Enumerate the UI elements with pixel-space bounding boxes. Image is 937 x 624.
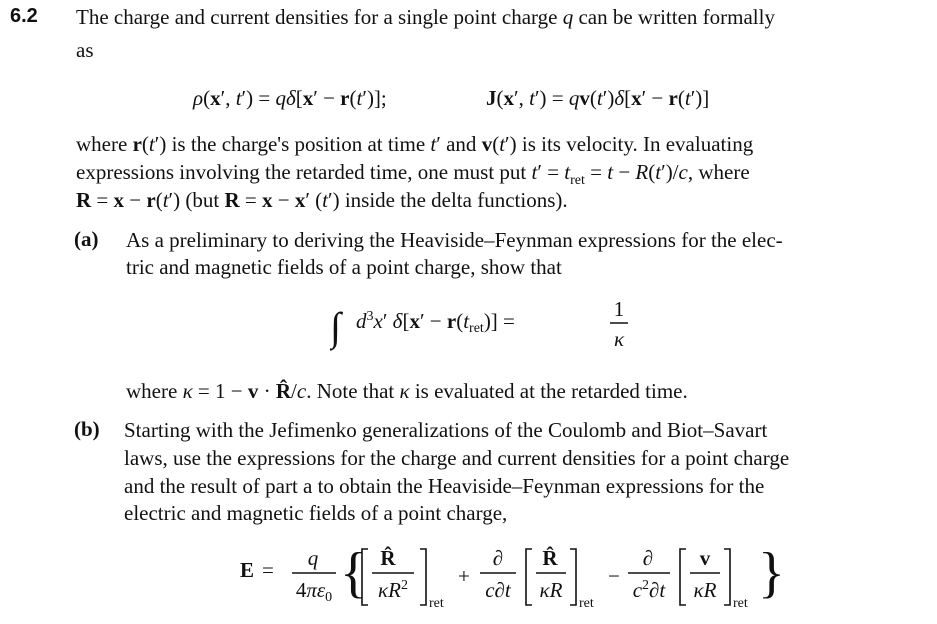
charge-density-equation: ρ(x′, t′) = qδ[x′ − r(t′)]; [193, 86, 387, 110]
para-line-1: where r(t′) is the charge's position at time t′ and v(t′) is its velocity. In evaluating [76, 132, 754, 156]
svg-text:{: { [340, 542, 367, 604]
svg-text:κR2: $\kappa R^2$ [378, 578, 408, 602]
part-a-where: where κ = 1 − v · R̂/c. Note that κ is evaluated at the retarded time. [126, 379, 688, 403]
svg-text:R̂: R̂ [380, 546, 396, 570]
svg-text:ret: ret [429, 596, 444, 611]
para-line-2: expressions involving the retarded time, one must put $t' = t_{ret} = t - R(t')/c$, where [76, 160, 750, 189]
intro-line-1: The charge and current densities for a single point charge q can be written formally [76, 5, 775, 29]
part-b-line-4: electric and magnetic fields of a point charge, [124, 501, 508, 525]
svg-text:d3x′ δ[x′ − r(tret)] =: $d^3x'$ δ[x′ − r(tret)] = [356, 309, 515, 336]
part-b-line-1: Starting with the Jefimenko generalizations of the Coulomb and Biot–Savart [124, 418, 768, 442]
svg-text:κR: κR [693, 578, 717, 602]
svg-text:}: } [758, 542, 785, 604]
svg-text:ret: ret [733, 596, 748, 611]
svg-text:4πε0: 4πε0 [295, 578, 333, 605]
para-line-3: R = x − r(t′) (but R = x − x′ (t′) inside the delta functions). [76, 188, 568, 212]
svg-text:κR: κR [539, 578, 563, 602]
integral-equation [330, 290, 640, 360]
electric-field-equation [240, 535, 800, 619]
svg-text:ret: ret [579, 596, 594, 611]
current-density-equation: J(x′, t′) = qv(t′)δ[x′ − r(t′)] [486, 86, 710, 110]
svg-text:v: v [699, 546, 711, 570]
svg-text:q: q [307, 546, 319, 570]
svg-text:R̂: R̂ [542, 546, 558, 570]
svg-text:κ: κ [613, 327, 625, 351]
part-b-line-3: and the result of part a to obtain the Heaviside–Feynman expressions for the [124, 474, 765, 498]
part-a-line-1: As a preliminary to deriving the Heaviside–Feynman expressions for the elec- [126, 228, 783, 252]
svg-text:∂: ∂ [642, 546, 654, 570]
part-a-line-2: tric and magnetic fields of a point charge, show that [126, 255, 562, 279]
svg-text:1: 1 [613, 297, 625, 321]
svg-text:c∂t: c∂t [485, 578, 511, 602]
part-b-line-2: laws, use the expressions for the charge and current densities for a point charge [124, 446, 790, 470]
svg-text:−: − [608, 564, 620, 588]
svg-text:E: E [240, 558, 255, 582]
problem-number: 6.2 [10, 5, 38, 27]
svg-text:=: = [262, 558, 274, 582]
svg-text:∂: ∂ [492, 546, 504, 570]
svg-text:c2∂t: $c^2\partial t$ [632, 578, 666, 602]
svg-text:+: + [458, 564, 470, 588]
svg-text:∫: ∫ [330, 304, 341, 349]
intro-line-2: as [76, 38, 94, 62]
part-b-label: (b) [74, 417, 100, 441]
part-a-label: (a) [74, 227, 99, 251]
